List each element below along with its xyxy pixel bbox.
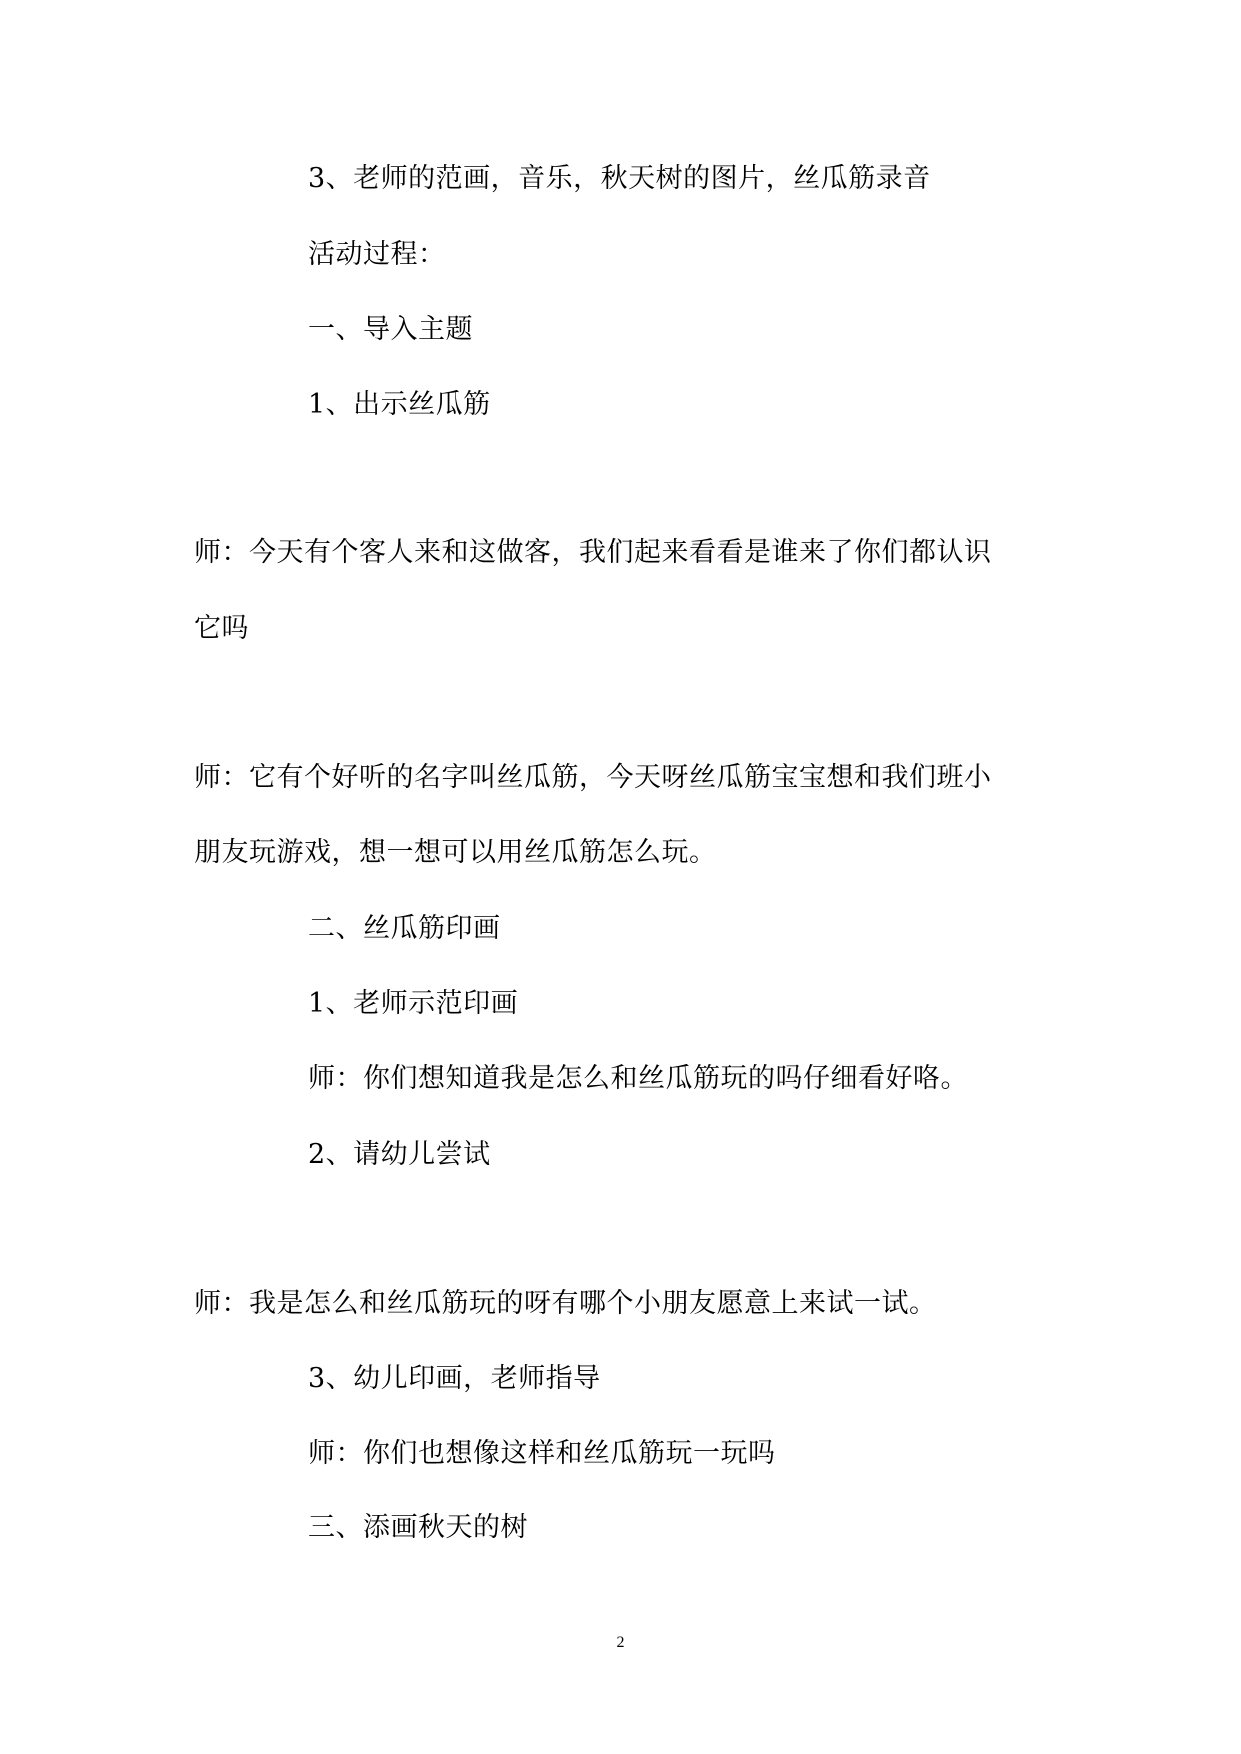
section-heading: 一、导入主题	[308, 314, 473, 345]
section-heading: 二、丝瓜筋印画	[308, 913, 501, 944]
text-line: 师：你们想知道我是怎么和丝瓜筋玩的吗仔细看好咯。	[308, 1063, 968, 1094]
text-line: 3、幼儿印画，老师指导	[308, 1363, 601, 1394]
text-line: 1、老师示范印画	[308, 988, 519, 1019]
section-heading: 三、添画秋天的树	[308, 1512, 528, 1543]
text-line: 朋友玩游戏，想一想可以用丝瓜筋怎么玩。	[194, 837, 717, 868]
text-line: 3、老师的范画，音乐，秋天树的图片，丝瓜筋录音	[308, 163, 931, 194]
text-line: 1、出示丝瓜筋	[308, 389, 491, 420]
text-line: 师：它有个好听的名字叫丝瓜筋，今天呀丝瓜筋宝宝想和我们班小	[194, 762, 992, 793]
text-line: 师：我是怎么和丝瓜筋玩的呀有哪个小朋友愿意上来试一试。	[194, 1288, 937, 1319]
text-line: 师：今天有个客人来和这做客，我们起来看看是谁来了你们都认识	[194, 537, 992, 568]
text-line: 它吗	[194, 613, 249, 644]
text-line: 师：你们也想像这样和丝瓜筋玩一玩吗	[308, 1438, 776, 1469]
text-line: 2、请幼儿尝试	[308, 1139, 491, 1170]
text-line: 活动过程：	[308, 239, 446, 270]
page-number: 2	[616, 1634, 625, 1651]
